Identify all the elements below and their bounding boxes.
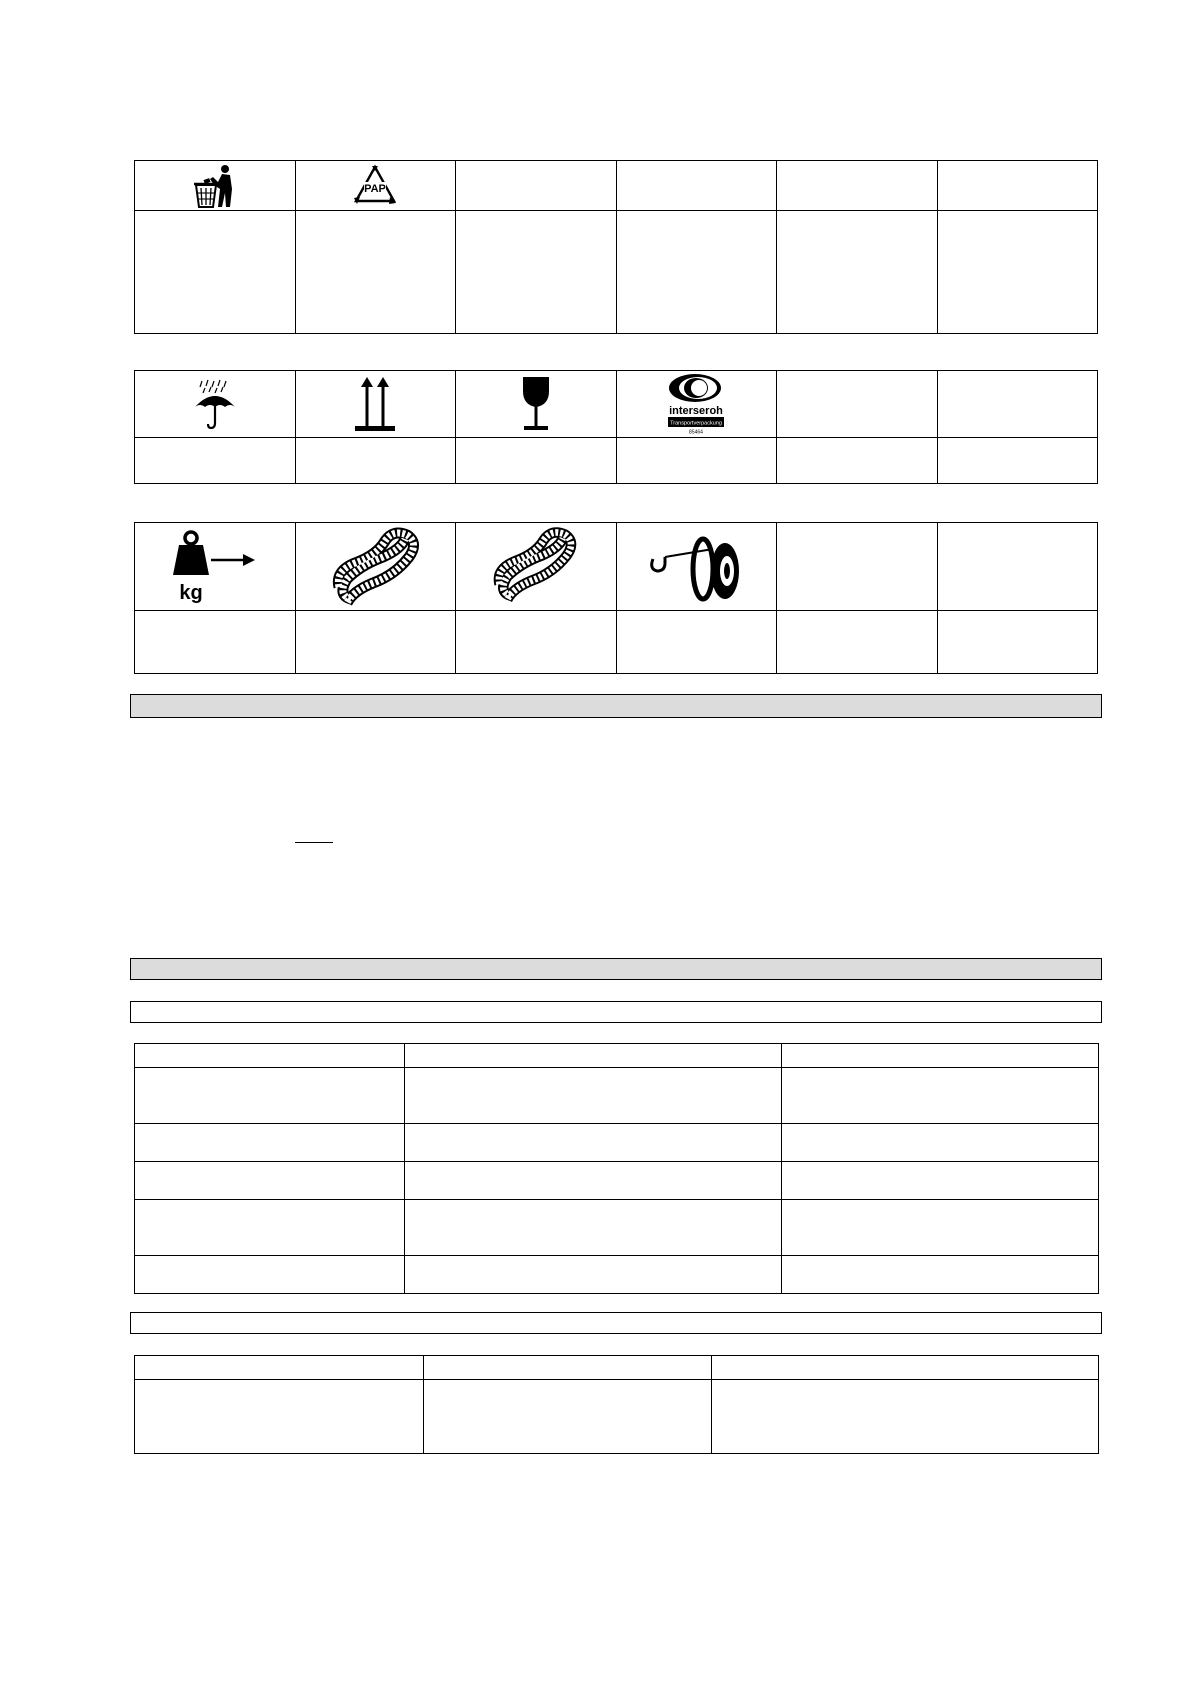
table-cell xyxy=(405,1200,782,1256)
data-table-three-column xyxy=(134,1043,1099,1294)
table-cell xyxy=(782,1256,1099,1294)
empty-cell xyxy=(616,211,777,334)
empty-cell xyxy=(937,211,1098,334)
table-cell xyxy=(135,1068,405,1124)
symbol-cell xyxy=(295,371,456,438)
table-header-cell xyxy=(135,1356,424,1380)
empty-cell xyxy=(616,611,777,674)
symbol-cell xyxy=(456,523,617,611)
empty-cell xyxy=(937,438,1098,484)
table-cell xyxy=(782,1124,1099,1162)
table-cell xyxy=(135,1200,405,1256)
table-cell xyxy=(782,1162,1099,1200)
empty-cell xyxy=(456,438,617,484)
interseroh-name: interseroh xyxy=(669,405,724,417)
table-cell xyxy=(405,1068,782,1124)
section-heading-bar xyxy=(130,958,1102,980)
underline-mark xyxy=(295,842,333,843)
fragile-glass-icon xyxy=(516,375,556,433)
empty-cell xyxy=(616,438,777,484)
data-table-three-column xyxy=(134,1355,1099,1454)
interseroh-number: 85464 xyxy=(689,429,704,435)
hook-and-reel-icon xyxy=(641,529,751,605)
table-cell xyxy=(135,1380,424,1454)
empty-cell xyxy=(456,161,617,211)
empty-cell xyxy=(135,611,296,674)
table-cell xyxy=(424,1380,712,1454)
symbol-cell xyxy=(456,371,617,438)
this-way-up-icon xyxy=(352,375,398,433)
empty-cell xyxy=(777,161,938,211)
weight-unit-label: kg xyxy=(179,581,203,604)
symbol-table-handling xyxy=(134,370,1098,484)
pap-recycling-icon xyxy=(350,163,400,209)
empty-cell xyxy=(456,611,617,674)
symbol-cell xyxy=(135,523,296,611)
litter-bin-icon xyxy=(192,163,238,209)
empty-cell xyxy=(937,371,1098,438)
table-header-cell xyxy=(424,1356,712,1380)
empty-cell xyxy=(295,611,456,674)
empty-cell xyxy=(777,611,938,674)
table-cell xyxy=(782,1068,1099,1124)
table-cell xyxy=(782,1200,1099,1256)
symbol-table-disposal xyxy=(134,160,1098,334)
keep-dry-umbrella-icon xyxy=(192,379,238,429)
empty-cell xyxy=(135,438,296,484)
table-cell xyxy=(712,1380,1099,1454)
empty-cell xyxy=(135,211,296,334)
symbol-cell xyxy=(135,371,296,438)
empty-cell xyxy=(777,211,938,334)
empty-cell xyxy=(937,161,1098,211)
empty-cell xyxy=(937,611,1098,674)
symbol-cell xyxy=(616,371,777,438)
table-cell xyxy=(405,1162,782,1200)
symbol-cell xyxy=(295,161,456,211)
empty-cell xyxy=(295,211,456,334)
table-header-cell xyxy=(712,1356,1099,1380)
table-header-cell xyxy=(135,1044,405,1068)
empty-cell xyxy=(777,371,938,438)
symbol-cell xyxy=(616,523,777,611)
empty-cell xyxy=(777,523,938,611)
table-header-cell xyxy=(782,1044,1099,1068)
table-cell xyxy=(135,1124,405,1162)
table-cell xyxy=(135,1162,405,1200)
symbol-table-weight xyxy=(134,522,1098,674)
empty-cell xyxy=(616,161,777,211)
table-header-cell xyxy=(405,1044,782,1068)
recycle-code-label: PAP xyxy=(364,182,387,195)
table-cell xyxy=(135,1256,405,1294)
subsection-heading-bar xyxy=(130,1001,1102,1023)
empty-cell xyxy=(295,438,456,484)
section-heading-bar xyxy=(130,694,1102,718)
interseroh-logo xyxy=(663,373,729,435)
coiled-rope-icon xyxy=(490,525,582,609)
table-cell xyxy=(405,1256,782,1294)
empty-cell xyxy=(777,438,938,484)
empty-cell xyxy=(456,211,617,334)
empty-cell xyxy=(937,523,1098,611)
subsection-heading-bar xyxy=(130,1312,1102,1334)
table-cell xyxy=(405,1124,782,1162)
weight-kg-icon xyxy=(169,529,261,605)
interseroh-band-text: Transportverpackung xyxy=(670,420,723,427)
symbol-cell xyxy=(295,523,456,611)
symbol-cell xyxy=(135,161,296,211)
coiled-rope-icon xyxy=(327,525,423,609)
